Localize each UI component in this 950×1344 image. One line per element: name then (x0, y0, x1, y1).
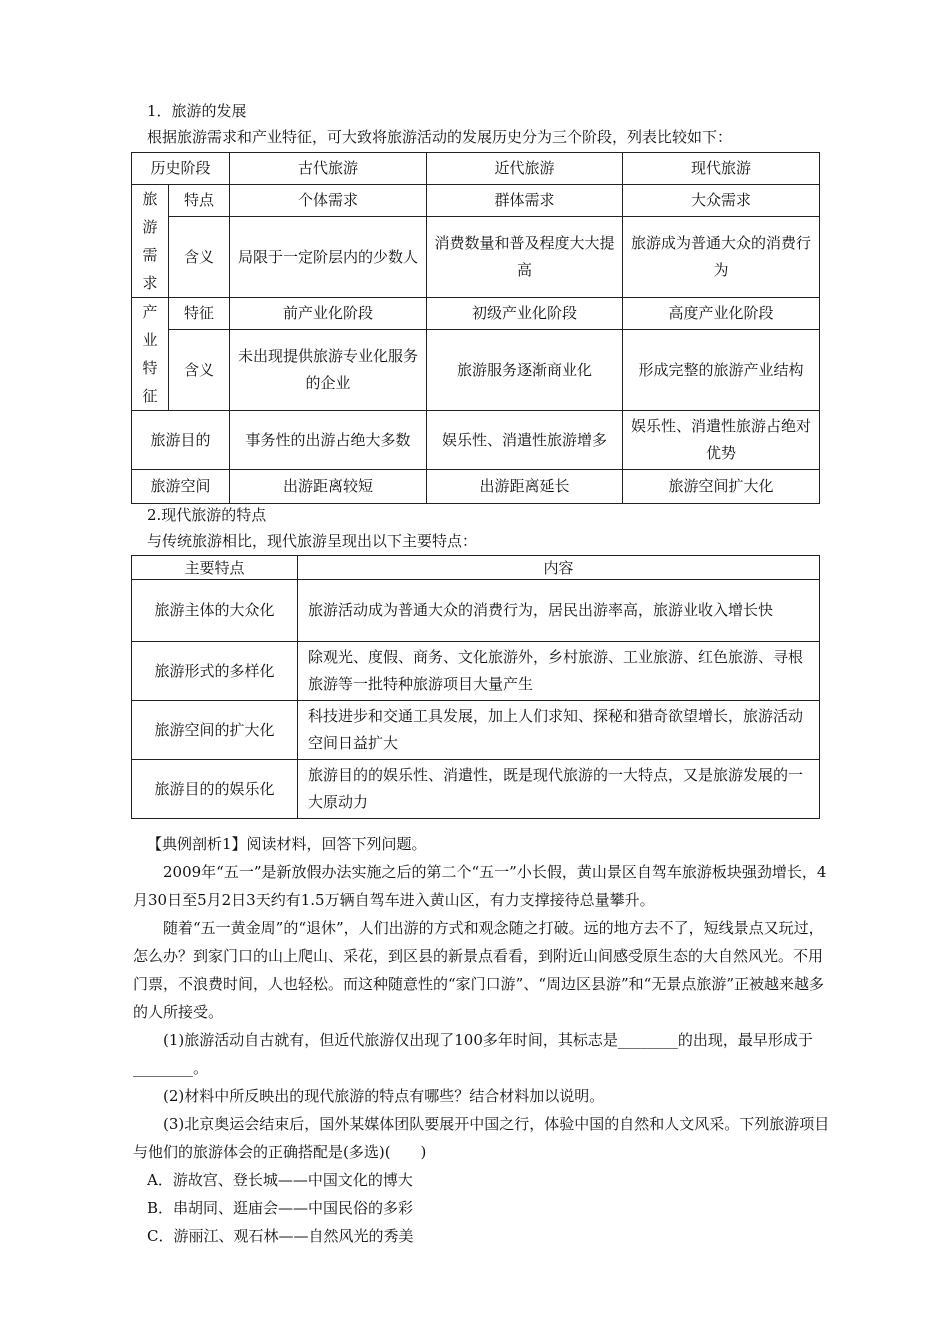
table-cell: 局限于一定阶层内的少数人 (230, 217, 427, 298)
row-sub-label: 特点 (169, 185, 230, 217)
table-row (132, 411, 820, 470)
header-cell: 近代旅游 (427, 153, 623, 185)
section2-title: 2.现代旅游的特点 (147, 506, 267, 524)
content-cell: 除观光、度假、商务、文化旅游外，乡村旅游、工业旅游、红色旅游、寻根旅游等一批特种旅游项目大量产生 (298, 642, 820, 701)
question-2: (2)材料中所反映出的现代旅游的特点有哪些？结合材料加以说明。 (163, 1087, 605, 1105)
header-cell: 历史阶段 (132, 153, 230, 185)
section1-title: 1．旅游的发展 (147, 102, 247, 120)
table-cell: 初级产业化阶段 (427, 298, 623, 330)
row-sub-label: 特征 (169, 298, 230, 330)
table-cell: 个体需求 (230, 185, 427, 217)
table-row (132, 298, 820, 330)
table-cell: 旅游空间扩大化 (623, 470, 820, 504)
table-header-row (132, 556, 820, 580)
demand-vertical-label: 旅游需求 (142, 190, 158, 292)
demand-label (132, 185, 169, 298)
table-row (132, 330, 820, 411)
row-label: 旅游目的 (132, 411, 230, 470)
table-cell: 娱乐性、消遣性旅游增多 (427, 411, 623, 470)
option-c: C．游丽江、观石林——自然风光的秀美 (147, 1227, 414, 1245)
table-cell: 群体需求 (427, 185, 623, 217)
modern-features-table (131, 555, 820, 819)
table-cell: 出游距离较短 (230, 470, 427, 504)
example-heading: 【典例剖析1】阅读材料，回答下列问题。 (147, 835, 427, 853)
table-row (132, 580, 820, 642)
table-cell: 事务性的出游占绝大多数 (230, 411, 427, 470)
table-cell: 高度产业化阶段 (623, 298, 820, 330)
table-header-row (132, 153, 820, 185)
table-row (132, 642, 820, 701)
table-row (132, 701, 820, 760)
table-cell: 前产业化阶段 (230, 298, 427, 330)
header-cell: 内容 (298, 556, 820, 580)
section1-intro: 根据旅游需求和产业特征，可大致将旅游活动的发展历史分为三个阶段，列表比较如下： (147, 128, 733, 146)
example-paragraph-2: 随着“五一黄金周”的“退休”，人们出游的方式和观念随之打破。远的地方去不了，短线景点又玩过，怎么办？到家门口的山上爬山、采花，到区县的新景点看看，到附近山间感受原生态的大自然风光。不用门票，不浪费时间，人也轻松。而这种随意性的“家门口游”、“周边区县游”和“无景点旅游”正被越来越多的人所接受。 (133, 919, 825, 1021)
option-a: A．游故宫、登长城——中国文化的博大 (147, 1171, 413, 1189)
table-cell: 大众需求 (623, 185, 820, 217)
table-row (132, 217, 820, 298)
content-cell: 科技进步和交通工具发展，加上人们求知、探秘和猎奇欲望增长，旅游活动空间日益扩大 (298, 701, 820, 760)
table-cell: 形成完整的旅游产业结构 (623, 330, 820, 411)
table-cell: 旅游成为普通大众的消费行为 (623, 217, 820, 298)
option-b: B．串胡同、逛庙会——中国民俗的多彩 (147, 1199, 414, 1217)
table-row (132, 185, 820, 217)
header-cell: 主要特点 (132, 556, 298, 580)
feature-cell: 旅游主体的大众化 (132, 580, 298, 642)
feature-cell: 旅游形式的多样化 (132, 642, 298, 701)
content-cell: 旅游目的的娱乐性、消遣性，既是现代旅游的一大特点，又是旅游发展的一大原动力 (298, 760, 820, 819)
table-cell: 消费数量和普及程度大大提高 (427, 217, 623, 298)
table-row (132, 760, 820, 819)
header-cell: 现代旅游 (623, 153, 820, 185)
industry-label (132, 298, 169, 411)
question-3: (3)北京奥运会结束后，国外某媒体团队要展开中国之行，体验中国的自然和人文风采。下列旅游项目与他们的旅游体会的正确搭配是(多选)( ) (133, 1115, 830, 1161)
row-label: 旅游空间 (132, 470, 230, 504)
row-sub-label: 含义 (169, 330, 230, 411)
question-1: (1)旅游活动自古就有，但近代旅游仅出现了100多年时间，其标志是________的出现，最早形成于________。 (133, 1031, 813, 1077)
history-stages-table (131, 152, 820, 504)
header-cell: 古代旅游 (230, 153, 427, 185)
section2-intro: 与传统旅游相比，现代旅游呈现出以下主要特点： (147, 532, 478, 550)
row-sub-label: 含义 (169, 217, 230, 298)
table-row (132, 470, 820, 504)
industry-vertical-label: 产业特征 (142, 303, 158, 405)
table-cell: 旅游服务逐渐商业化 (427, 330, 623, 411)
content-cell: 旅游活动成为普通大众的消费行为，居民出游率高，旅游业收入增长快 (298, 580, 820, 642)
feature-cell: 旅游目的的娱乐化 (132, 760, 298, 819)
feature-cell: 旅游空间的扩大化 (132, 701, 298, 760)
table-cell: 出游距离延长 (427, 470, 623, 504)
table-cell: 娱乐性、消遣性旅游占绝对优势 (623, 411, 820, 470)
table-cell: 未出现提供旅游专业化服务的企业 (230, 330, 427, 411)
example-paragraph-1: 2009年“五一”是新放假办法实施之后的第二个“五一”小长假，黄山景区自驾车旅游板块强劲增长，4月30日至5月2日3天约有1.5万辆自驾车进入黄山区，有力支撑接待总量攀升。 (133, 863, 827, 909)
